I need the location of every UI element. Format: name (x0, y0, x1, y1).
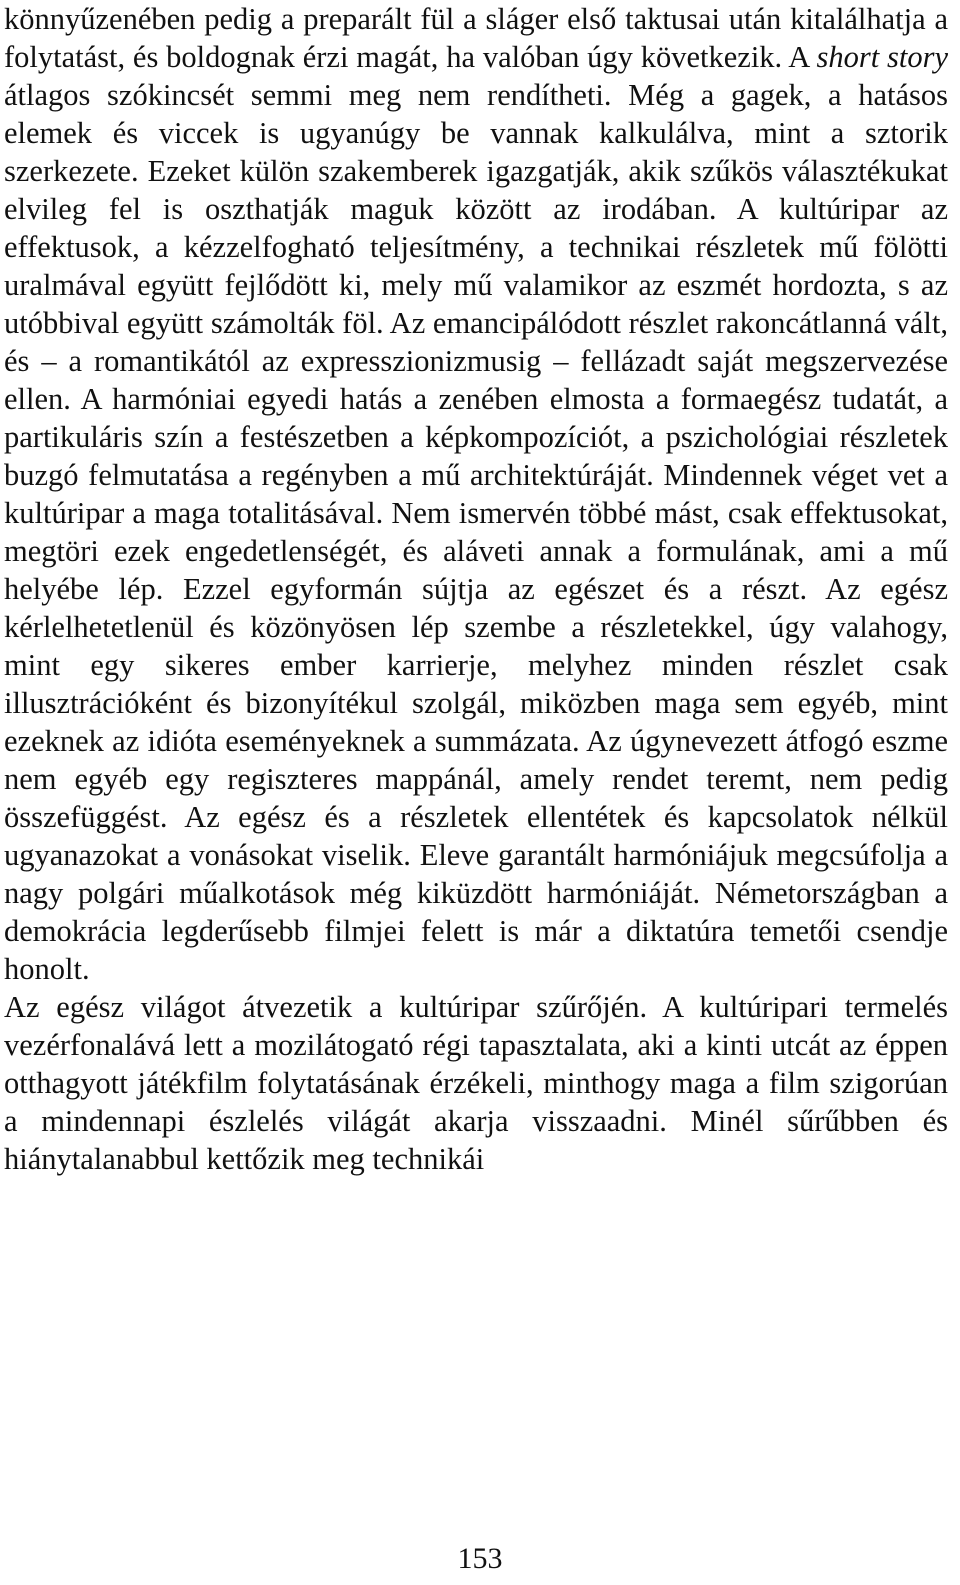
italic-term-short-story: short story (816, 40, 948, 74)
paragraph-continued (4, 0, 948, 988)
paragraph-1-part-1: könnyűzenében pedig a preparált fül a sláger első taktusai után kitalálhatja a folytatást, és boldognak érzi magát, ha valóban úgy következik. A (4, 2, 948, 74)
document-page (4, 0, 948, 1178)
paragraph-2: Az egész világot átvezetik a kultúripar szűrőjén. A kultúripari termelés vezérfonalává lett a mozilátogató régi tapasztalata, aki a kinti utcát az éppen otthagyott játékfilm folytatásának érzékeli, minthogy maga a film szigorúan a mindennapi észlelés világát akarja visszaadni. Minél sűrűbben és hiánytalanabbul kettőzik meg technikái (4, 990, 948, 1176)
paragraph-1-part-2: átlagos szókincsét semmi meg nem rendítheti. Még a gagek, a hatásos elemek és viccek is ugyanúgy be vannak kalkulálva, mint a sztorik szerkezete. Ezeket külön szakemberek igazgatják, akik szűkös választékukat elvileg fel is oszthatják maguk között az irodában. A kultúripar az effektusok, a kézzelfogható teljesítmény, a technikai részletek mű fölötti uralmával együtt fejlődött ki, mely mű valamikor az eszmét hordozta, s az utóbbival együtt számolták föl. Az emancipálódott részlet rakoncátlanná vált, és – a romantikától az expresszionizmusig – fellázadt saját megszervezése ellen. A harmóniai egyedi hatás a zenében elmosta a formaegész tudatát, a partikuláris szín a festészetben a képkompozíciót, a pszichológiai részletek buzgó felmutatása a regényben a mű architektúráját. Mindennek véget vet a kultúripar a maga totalitásával. Nem ismervén többé mást, csak effektusokat, megtöri ezek engedetlenségét, és aláveti annak a formulának, ami a mű helyébe lép. Ezzel egyformán sújtja az egészet és a részt. Az egész kérlelhetetlenül és közönyösen lép szembe a részletekkel, úgy valahogy, mint egy sikeres ember karrierje, melyhez minden részlet csak illusztrációként és bizonyítékul szolgál, miközben maga sem egyéb, mint ezeknek az idióta eseményeknek a summázata. Az úgynevezett átfogó eszme nem egyéb egy regiszteres mappánál, amely rendet teremt, nem pedig összefüggést. Az egész és a részletek ellentétek és kapcsolatok nélkül ugyanazokat a vonásokat viselik. Eleve garantált harmóniájuk megcsúfolja a nagy polgári műalkotások még kiküzdött harmóniáját. Németországban a demokrácia legderűsebb filmjei felett is már a diktatúra temetői csendje honolt. (4, 78, 948, 986)
page-number: 153 (457, 1542, 503, 1575)
